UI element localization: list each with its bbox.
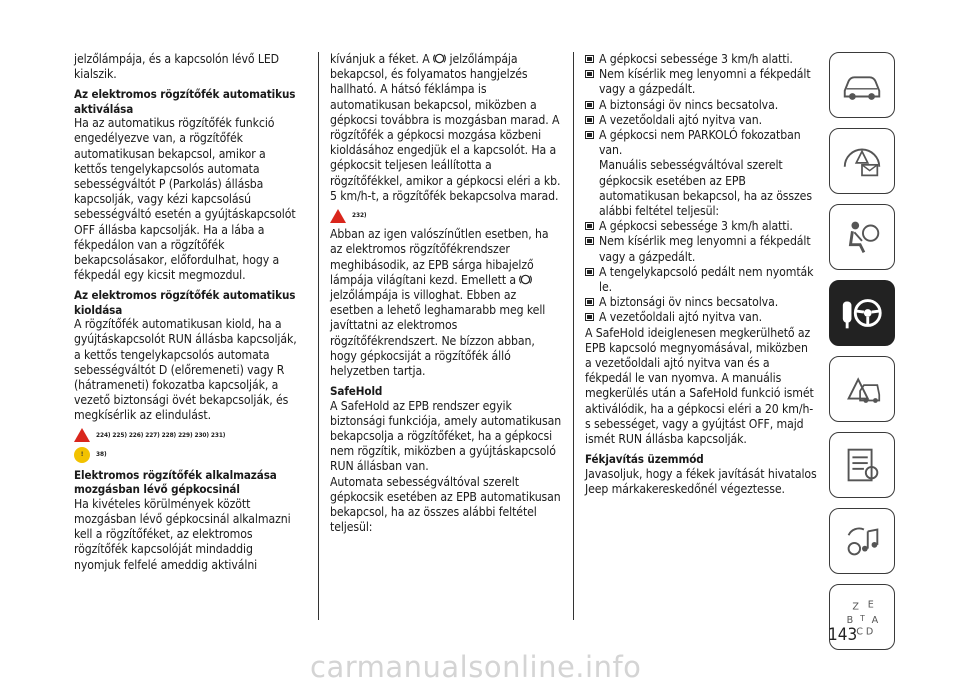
index-letter: T <box>860 613 865 623</box>
list-item <box>585 310 817 325</box>
index-letter: B <box>846 614 854 626</box>
note-circle-icon: ! <box>74 447 90 463</box>
list-item-text: A biztonsági öv nincs becsatolva. <box>599 97 779 112</box>
bullet-icon <box>585 55 594 63</box>
paragraph-automatic-conditions: Automata sebességváltóval szerelt gépkocsik esetében az EPB automatikusan bekapcsol, ha az összes alábbi feltétel teljesül: <box>330 474 561 535</box>
paragraph-safehold: A SafeHold az EPB rendszer egyik biztonsági funkciója, amely automatikusan bekapcsolja a rögzítőféket, ha a gépkocsi nem rögzítik, miközben a gyújtáskapcsoló RUN állásban van. <box>330 398 562 474</box>
index-letter: A <box>871 614 879 626</box>
chapter-tabs <box>829 52 897 660</box>
paragraph-auto-release: A rögzítőfék automatikusan kiold, ha a gyújtáskapcsolót RUN állásba kapcsolják, a kettős tengelykapcsolós automata sebességváltót D (előremeneti) vagy R (hátrameneti) fokozatba kapcsolják, a vezető biztonsági övét bekapcsolják, és megkísérlik az elindulást. <box>74 317 297 423</box>
list-item <box>585 295 817 310</box>
section-heading-moving-vehicle: Elektromos rögzítőfék alkalmazása mozgásban lévő gépkocsinál <box>74 467 277 497</box>
multimedia-music-icon <box>839 518 885 564</box>
tab-safety[interactable] <box>829 204 895 270</box>
list-item-text: A gépkocsi nem PARKOLÓ fokozatban van. <box>599 128 801 158</box>
index-letter: E <box>867 599 874 611</box>
bullet-icon <box>585 237 594 245</box>
paragraph-brake-lamp <box>330 52 562 204</box>
bullet-icon <box>585 101 594 109</box>
note-references <box>74 447 302 463</box>
bullet-icon <box>585 298 594 306</box>
list-item-text: Nem kísérlik meg lenyomni a fékpedált vagy a gázpedált. <box>599 234 811 264</box>
car-icon <box>839 62 885 108</box>
bullet-icon <box>585 222 594 230</box>
section-heading-auto-release: Az elektromos rögzítőfék automatikus kioldása <box>74 288 296 317</box>
note-ref-number: 38) <box>96 450 107 459</box>
brake-warning-lamp-icon <box>519 273 532 286</box>
warning-triangle-car-icon <box>839 366 885 412</box>
list-item-text: A gépkocsi sebessége 3 km/h alatti. <box>599 219 793 234</box>
paragraph-epb-failure-a: Abban az igen valószínűtlen esetben, ha az elektromos rögzítőfékrendszer meghibásodik, az EPB sárga hibajelző lámpája világítani kezd. Emellett a <box>330 227 549 287</box>
list-item <box>585 128 817 158</box>
column-3 <box>585 52 817 497</box>
maintenance-checklist-icon <box>839 442 885 488</box>
list-item-text: Nem kísérlik meg lenyomni a fékpedált vagy a gázpedált. <box>599 67 811 97</box>
section-heading-brake-service: Fékjavítás üzemmód <box>585 452 704 467</box>
column-divider-2 <box>573 52 574 620</box>
list-item <box>585 52 817 67</box>
tab-vehicle[interactable] <box>829 52 895 118</box>
dashboard-warning-envelope-icon <box>839 138 885 184</box>
bullet-icon <box>585 268 594 276</box>
airbag-safety-icon <box>839 214 885 260</box>
warning-references <box>74 428 302 443</box>
column-1 <box>74 52 302 573</box>
list-item <box>585 234 817 264</box>
warning-ref-numbers: 224) 225) 226) 227) 228) 229) 230) 231) <box>96 430 226 439</box>
bullet-icon <box>585 131 594 139</box>
paragraph-brake-service: Javasoljuk, hogy a fékek javítását hivatalos Jeep márkakereskedőnél végeztesse. <box>585 466 817 496</box>
column-divider-1 <box>318 52 319 620</box>
list-item <box>585 98 817 113</box>
tab-dashboard[interactable] <box>829 128 895 194</box>
tab-multimedia[interactable] <box>829 508 895 574</box>
warning-ref-number: 232) <box>352 211 367 220</box>
paragraph-brake-lamp-a: kívánjuk a féket. A <box>330 52 430 66</box>
paragraph-epb-failure <box>330 227 562 379</box>
page-number: 143 <box>828 625 858 645</box>
tab-maintenance[interactable] <box>829 432 895 498</box>
bullet-icon <box>585 313 594 321</box>
watermark-text: carmanualsonline.info <box>310 650 642 684</box>
bullet-icon <box>585 116 594 124</box>
list-item <box>585 113 817 128</box>
paragraph-epb-failure-b: jelzőlámpája is villoghat. Ebben az esetben a lehető leghamarabb meg kell javíttatni az elektromos rögzítőfékrendszert. Ne bízzon abban, hogy gépkocsiját a rögzítőfék álló helyzetben tartja. <box>330 288 546 379</box>
paragraph-manual-conditions: Manuális sebességváltóval szerelt gépkocsik esetében az EPB automatikusan bekapcsol, ha az összes alábbi feltétel teljesül: <box>599 158 812 219</box>
list-item-text: A vezetőoldali ajtó nyitva van. <box>599 112 762 127</box>
list-item <box>585 219 817 234</box>
list-item-text: A vezetőoldali ajtó nyitva van. <box>599 310 762 325</box>
section-heading-auto-activation: Az elektromos rögzítőfék automatikus aktiválása <box>74 87 296 116</box>
intro-paragraph: jelzőlámpája, és a kapcsolón lévő LED kialszik. <box>74 52 279 82</box>
bullet-icon <box>585 70 594 78</box>
list-item-text: A tengelykapcsoló pedált nem nyomták le. <box>599 264 814 295</box>
index-letter: D <box>865 626 874 638</box>
column-2 <box>330 52 562 536</box>
warning-triangle-icon <box>74 428 90 442</box>
list-item-text: A gépkocsi sebessége 3 km/h alatti. <box>599 52 793 66</box>
tab-starting-driving[interactable] <box>829 280 895 346</box>
warning-triangle-icon <box>330 209 346 223</box>
paragraph-auto-activation: Ha az automatikus rögzítőfék funkció engedélyezve van, a rögzítőfék automatikusan bekapcsol, amikor a kettős tengelykapcsolós automata sebességváltót P (Parkolás) állásba kapcsolják, vagy kézi kapcsolású sebességváltó esetén a gyújtáskapcsolót OFF állásba kapcsolják. Ha a lába a fékpedálon van a rögzítőfék bekapcsolásakor, előfordulhat, hogy a fékpedál egy kicsit megmozdul. <box>74 116 296 283</box>
index-letter: Z <box>852 601 859 613</box>
brake-warning-lamp-icon <box>433 52 446 65</box>
key-steering-wheel-icon <box>839 290 885 336</box>
tab-emergency[interactable] <box>829 356 895 422</box>
paragraph-brake-lamp-b: jelzőlámpája bekapcsol, és folyamatos hangjelzés hallható. A hátsó féklámpa is automatikusan bekapcsol, miközben a gépkocsi továbbra is mozgásban marad. A rögzítőfék a gépkocsi mozgása közbeni kioldásához engedjük el a kapcsolót. Ha a gépkocsit teljesen leállította a rögzítőfékkel, amikor a gépkocsi eléri a kb. 5 km/h-t, a rögzítőfék bekapcsolva marad. <box>330 52 561 203</box>
paragraph-safehold-bypass: A SafeHold ideiglenesen megkerülhető az EPB kapcsoló megnyomásával, miközben a vezetőoldali ajtó nyitva van és a fékpedál le van nyomva. A manuális megkerülés után a SafeHold funkció ismét aktiválódik, ha a gépkocsi eléri a 20 km/h-s sebességet, vagy a gyújtást OFF, majd ismét RUN állásba kapcsolják. <box>585 325 814 447</box>
list-item-text: A biztonsági öv nincs becsatolva. <box>599 295 779 310</box>
list-item <box>585 67 817 97</box>
paragraph-moving-vehicle: Ha kivételes körülmények között mozgásban lévő gépkocsinál alkalmazni kell a rögzítőféket, az elektromos rögzítőfék kapcsolóját mindaddig nyomjuk felfelé ameddig aktiválni <box>74 496 291 572</box>
index-letter: C <box>856 626 863 638</box>
warning-reference-232 <box>330 208 562 223</box>
list-item <box>585 265 817 295</box>
section-heading-safehold: SafeHold <box>330 384 383 399</box>
